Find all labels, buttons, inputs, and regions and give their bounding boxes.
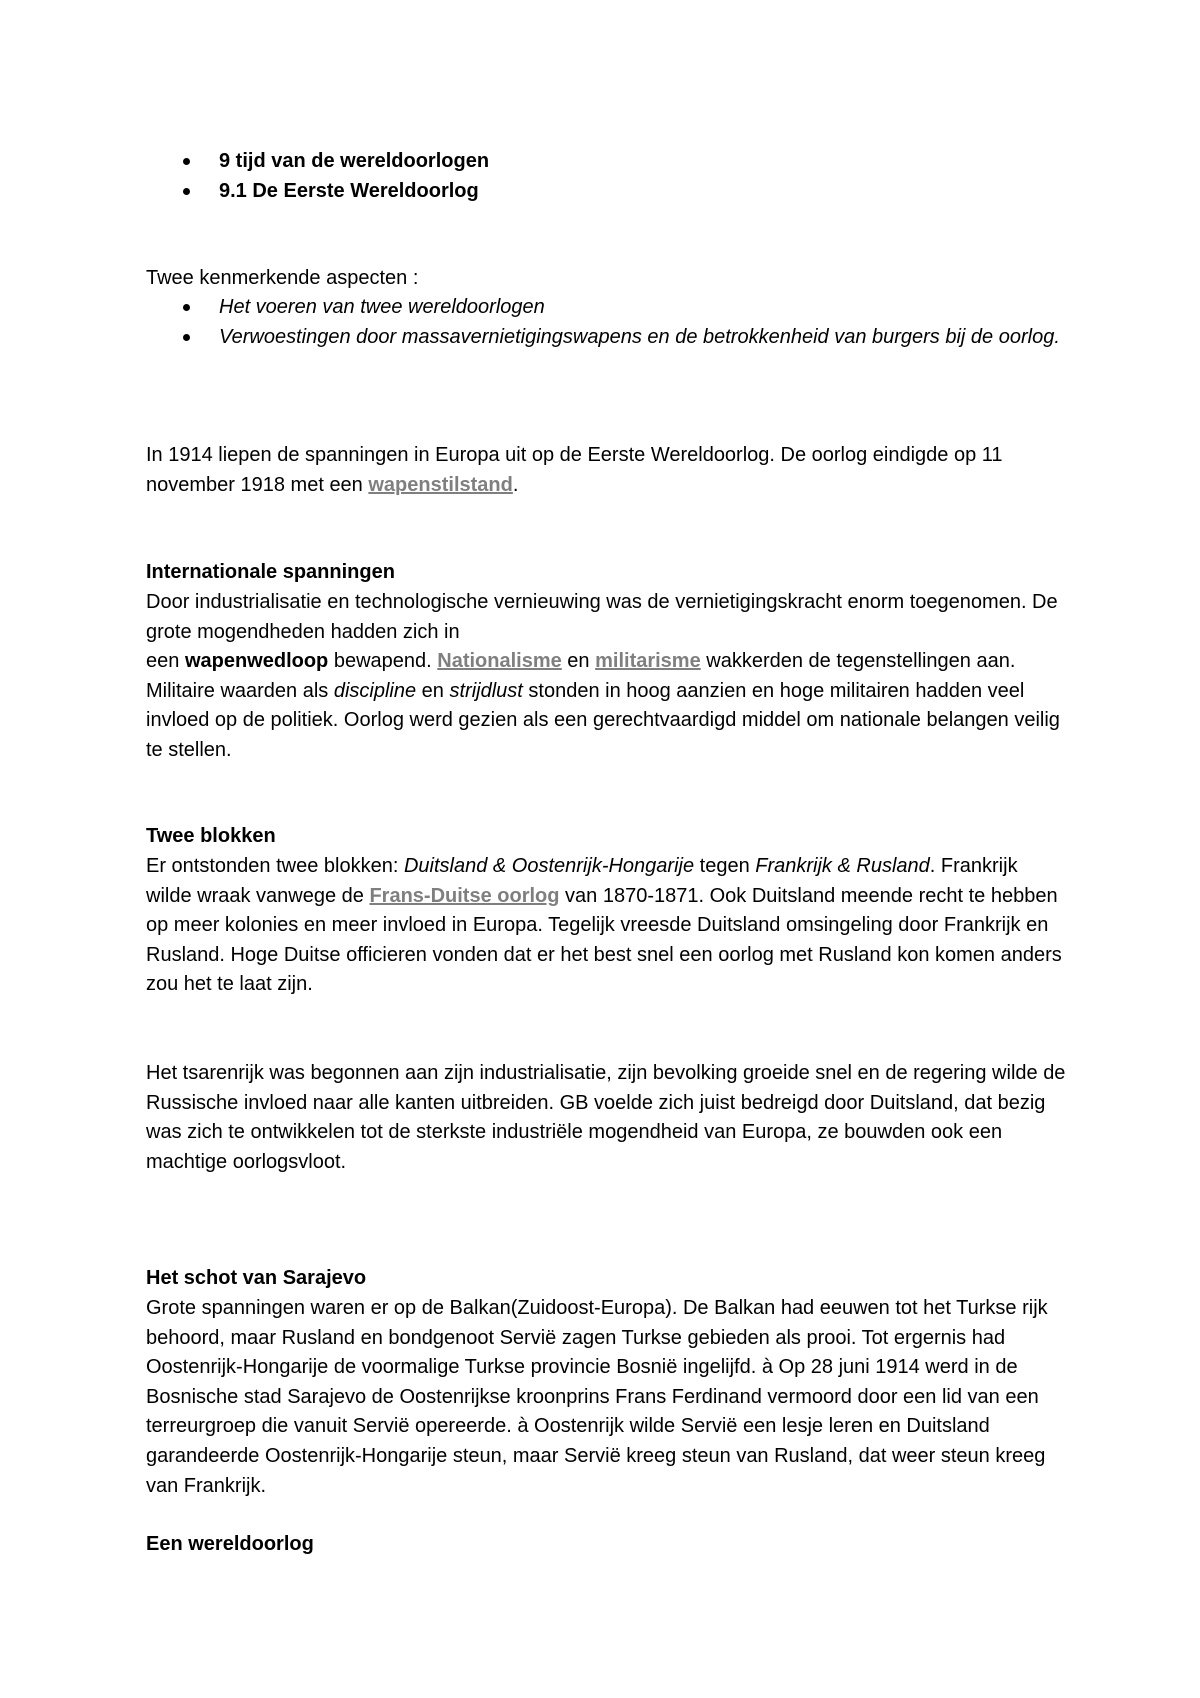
intro-text-end: . <box>512 473 519 496</box>
chapter-item-label: 9 tijd van de wereldoorlogen <box>219 150 490 172</box>
chapter-item <box>146 177 1066 207</box>
international-text-5: wakkerden de tegenstellingen aan. Militaire waarden als <box>146 650 1016 702</box>
link-militarisme[interactable]: militarisme <box>595 650 701 673</box>
international-paragraph <box>146 588 1066 766</box>
bullet-icon <box>183 188 190 195</box>
link-nationalisme[interactable]: Nationalisme <box>437 650 562 673</box>
link-wapenstilstand[interactable]: wapenstilstand <box>368 473 513 496</box>
heading-international-text: Internationale spanningen <box>146 561 395 583</box>
heading-world-war <box>146 1530 1066 1560</box>
tsar-text: Het tsarenrijk was begonnen aan zijn industrialisatie, zijn bevolking groeide snel en de regering wilde de Russische invloed naar alle kanten uitbreiden. GB voelde zich juist bedreigd door Duitsland, dat bezig was zich te ontwikkelen tot de sterkste industriële mogendheid van Europa, ze bouwden ook een machtige oorlogsvloot. <box>146 1062 1066 1173</box>
blocks-paragraph <box>146 852 1066 1000</box>
chapter-item <box>146 147 1066 177</box>
aspects-intro-text: Twee kenmerkende aspecten : <box>146 267 419 289</box>
international-text-3: bewapend. <box>328 650 438 673</box>
bullet-icon <box>183 334 190 341</box>
heading-world-war-text: Een wereldoorlog <box>146 1533 314 1555</box>
international-text-6: en <box>416 679 450 702</box>
heading-two-blocks <box>146 822 1066 852</box>
international-text-4: en <box>561 650 596 673</box>
blocks-text-2: tegen <box>694 855 756 877</box>
international-text-7: stonden in hoog aanzien en hoge militairen hadden veel invloed op de politiek. Oorlog werd gezien als een gerechtvaardigd middel om nationale belangen veilig te stellen. <box>146 679 1060 761</box>
intro-paragraph <box>146 441 1066 500</box>
term-block-2: Frankrijk & Rusland <box>755 855 930 877</box>
heading-international <box>146 558 1066 588</box>
blocks-text-3: . Frankrijk wilde wraak vanwege de <box>146 855 1018 907</box>
term-wapenwedloop: wapenwedloop <box>184 650 329 673</box>
link-frans-duitse-oorlog[interactable]: Frans-Duitse oorlog <box>369 884 560 907</box>
bullet-icon <box>183 304 190 311</box>
intro-text: In 1914 liepen de spanningen in Europa uit op de Eerste Wereldoorlog. De oorlog eindigde op 11 november 1918 met een <box>146 444 1003 496</box>
term-block-1: Duitsland & Oostenrijk-Hongarije <box>403 855 695 877</box>
aspect-item <box>146 323 1066 353</box>
heading-two-blocks-text: Twee blokken <box>146 825 276 847</box>
tsar-paragraph <box>146 1059 1066 1177</box>
sarajevo-text: Grote spanningen waren er op de Balkan(Zuidoost-Europa). De Balkan had eeuwen tot het Turkse rijk behoord, maar Rusland en bondgenoot Servië zagen Turkse gebieden als prooi. Tot ergernis had Oostenrijk-Hongarije de voormalige Turkse provincie Bosnië ingelijfd. à Op 28 juni 1914 werd in de Bosnische stad Sarajevo de Oostenrijkse kroonprins Frans Ferdinand vermoord door een lid van een terreurgroep die vanuit Servië opereerde. à Oostenrijk wilde Servië een lesje leren en Duitsland garandeerde Oostenrijk-Hongarije steun, maar Servië kreeg steun van Rusland, dat weer steun kreeg van Frankrijk. <box>146 1297 1048 1497</box>
sarajevo-paragraph <box>146 1294 1066 1501</box>
blocks-text-4: van 1870-1871. Ook Duitsland meende recht te hebben op meer kolonies en meer invloed in Europa. Tegelijk vreesde Duitsland omsingeling door Frankrijk en Rusland. Hoge Duitse officieren vonden dat er het best snel een oorlog met Rusland kon komen anders zou het te laat zijn. <box>146 884 1062 996</box>
aspects-intro <box>146 264 1066 294</box>
international-text-2: een <box>146 650 185 673</box>
term-strijdlust: strijdlust <box>449 679 523 702</box>
term-discipline: discipline <box>333 679 417 702</box>
bullet-icon <box>183 158 190 165</box>
international-text-1: Door industrialisatie en technologische vernieuwing was de vernietigingskracht enorm toegenomen. De grote mogendheden hadden zich in <box>146 591 1058 643</box>
aspect-item-label: Verwoestingen door massavernietigingswapens en de betrokkenheid van burgers bij de oorlog. <box>219 325 1060 348</box>
aspect-item-label: Het voeren van twee wereldoorlogen <box>219 296 545 318</box>
chapter-list <box>146 147 1066 206</box>
blocks-text-1: Er ontstonden twee blokken: <box>146 855 404 877</box>
aspects-list <box>146 293 1066 352</box>
aspect-item <box>146 293 1066 323</box>
chapter-item-label: 9.1 De Eerste Wereldoorlog <box>219 179 479 202</box>
heading-sarajevo-text: Het schot van Sarajevo <box>146 1267 367 1289</box>
heading-sarajevo <box>146 1264 1066 1294</box>
